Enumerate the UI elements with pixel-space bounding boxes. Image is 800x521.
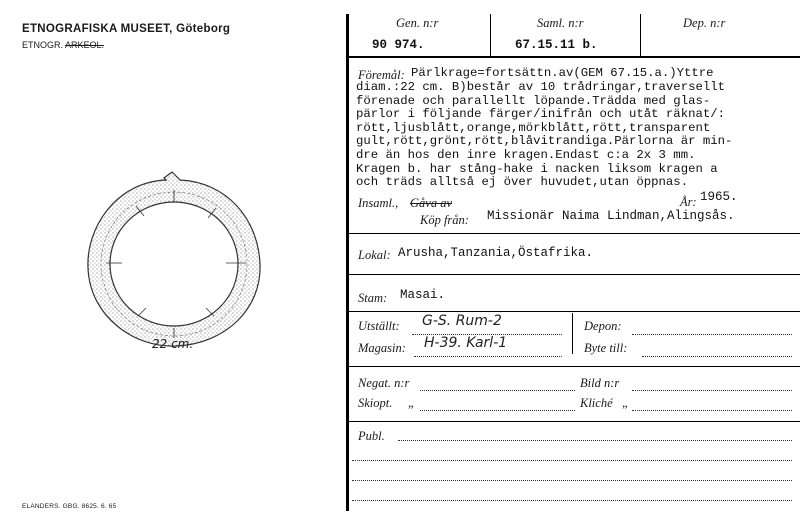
department-struck: ARKEOL.: [65, 40, 105, 50]
kop-label: Köp från:: [420, 213, 469, 227]
kop-value: Missionär Naima Lindman,Alingsås.: [487, 209, 735, 223]
negat-label: Negat. n:r: [358, 376, 410, 390]
depon-dots: [632, 334, 792, 335]
publ-dots: [352, 480, 792, 481]
skiopt-dots: [420, 410, 575, 411]
magasin-value: H-39. Karl-1: [424, 335, 508, 351]
ar-label: År:: [680, 195, 697, 209]
magasin-dots: [414, 356, 562, 357]
stam-value: Masai.: [400, 288, 446, 302]
header-divider-2: [640, 14, 641, 56]
skiopt-ditto: „: [408, 396, 415, 410]
rule-after-stam: [346, 311, 800, 312]
header-divider-1: [490, 14, 491, 56]
header-rule: [346, 56, 800, 58]
negat-dots: [420, 390, 575, 391]
rule-after-magasin: [346, 366, 800, 367]
dep-nr-label: Dep. n:r: [683, 16, 726, 30]
rule-after-kop: [346, 233, 800, 234]
magasin-label: Magasin:: [358, 341, 406, 355]
stam-label: Stam:: [358, 291, 388, 305]
cliche-label: Kliché: [580, 396, 613, 410]
museum-city: Göteborg: [176, 23, 231, 35]
foremal-line: förenade och parallellt löpande.Trädda med glas-: [356, 93, 711, 108]
bild-label: Bild n:r: [580, 376, 620, 390]
museum-title: ETNOGRAFISKA MUSEET,: [22, 23, 173, 35]
ar-value: 1965.: [700, 190, 738, 204]
utstallt-label: Utställt:: [358, 319, 400, 333]
skiopt-label: Skiopt.: [358, 396, 393, 410]
foremal-line: pärlor i följande färger/inifrån och utåt räknat/:: [356, 107, 725, 122]
bild-dots: [632, 390, 792, 391]
cliche-ditto: „: [622, 396, 629, 410]
foremal-line: dre än hos den inre kragen.Endast c:a 2x 3 mm.: [356, 147, 696, 162]
lokal-label: Lokal:: [358, 248, 391, 262]
utstallt-value: G-S. Rum-2: [422, 313, 502, 329]
depon-label: Depon:: [584, 319, 622, 333]
insaml-struck: Gåva av: [410, 196, 452, 210]
foremal-label: Föremål:: [358, 68, 405, 82]
department-line: [22, 40, 104, 50]
lokal-value: Arusha,Tanzania,Östafrika.: [398, 246, 594, 260]
museum-name: [22, 23, 230, 35]
saml-nr-value: 67.15.11 b.: [515, 38, 598, 52]
cliche-dots: [632, 410, 792, 411]
publ-label: Publ.: [358, 429, 385, 443]
rule-after-lokal: [346, 274, 800, 275]
byte-dots: [642, 356, 792, 357]
department: ETNOGR.: [22, 40, 64, 50]
foremal-line: Kragen b. har stång-hake i nacken liksom kragen a: [356, 161, 718, 176]
foremal-line: gult,rött,grönt,rött,blåvitrandiga.Pärlorna är min-: [356, 134, 733, 149]
foremal-text-first: Pärlkrage=fortsättn.av(GEM 67.15.a.)Yttre: [411, 66, 714, 80]
sketch-measure: 22 cm.: [152, 337, 194, 351]
byte-label: Byte till:: [584, 341, 628, 355]
insaml-label: Insaml.,: [358, 196, 399, 210]
gen-nr-label: Gen. n:r: [396, 16, 439, 30]
depon-divider: [572, 313, 573, 354]
collar-sketch: [76, 168, 276, 358]
card-left-border: [346, 14, 349, 511]
gen-nr-value: 90 974.: [372, 38, 425, 52]
saml-nr-label: Saml. n:r: [537, 16, 584, 30]
foremal-line: rött,ljusblått,orange,mörkblått,rött,transparent: [356, 120, 711, 135]
foremal-line: och träds alltså ej över huvudet,utan öppnas.: [356, 175, 689, 190]
publ-dots: [352, 460, 792, 461]
publ-dots: [398, 440, 792, 441]
printer-footer: ELANDERS. GBG. 8625. 6. 65: [22, 503, 117, 510]
foremal-text: [356, 81, 732, 190]
publ-dots: [352, 500, 792, 501]
rule-after-skiopt: [346, 421, 800, 422]
foremal-line: diam.:22 cm. B)består av 10 trådringar,traversellt: [356, 80, 725, 94]
